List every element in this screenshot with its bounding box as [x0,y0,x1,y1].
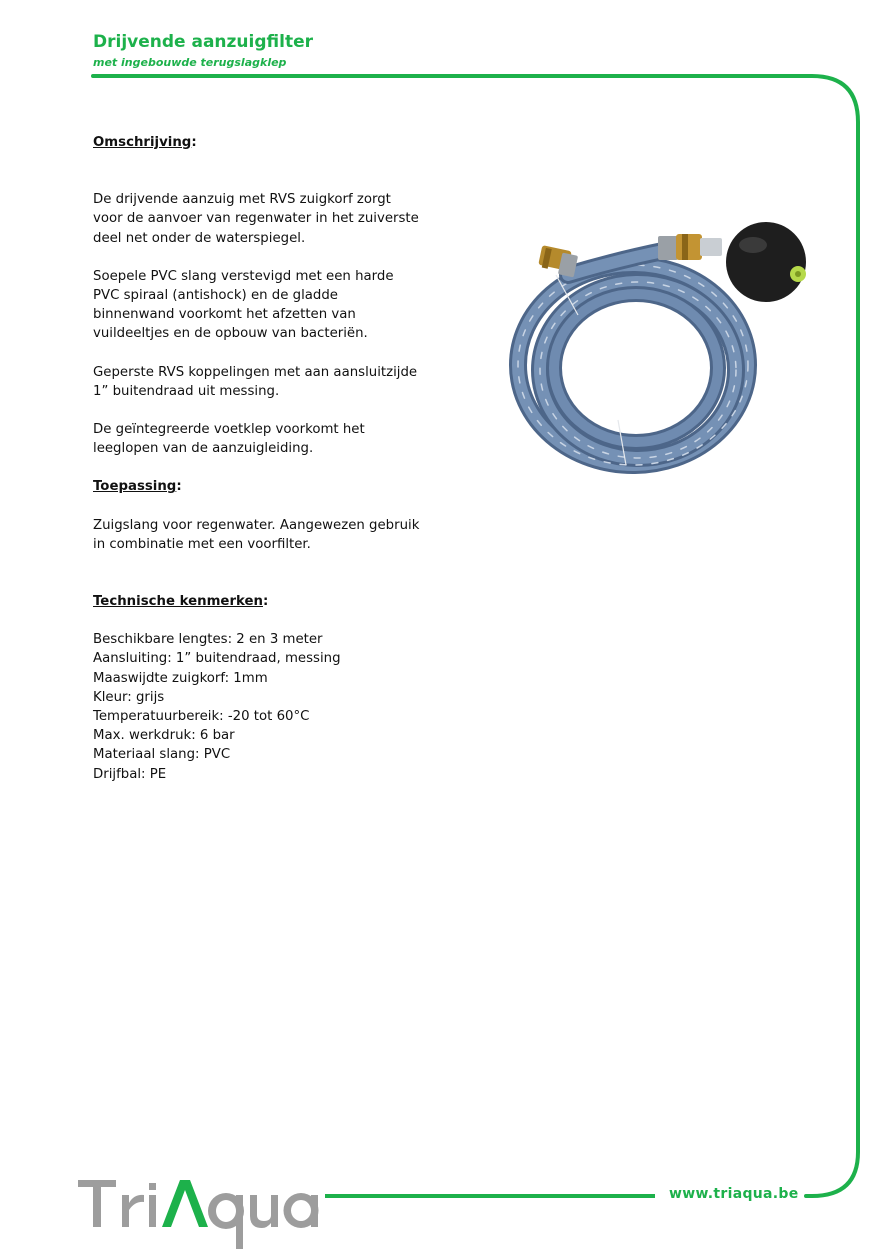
spec-item: Max. werkdruk: 6 bar [93,728,235,744]
spec-item: Temperatuurbereik: -20 tot 60°C [93,709,310,725]
spec-item: Kleur: grijs [93,689,165,705]
application-heading: Toepassing: [93,479,182,495]
document-subtitle: met ingebouwde terugslagklep [93,56,287,69]
description-paragraph-3: Geperste RVS koppelingen met aan aansluitzijde 1” buitendraad uit messing. [93,364,418,399]
spec-item: Materiaal slang: PVC [93,747,231,763]
product-photo [508,220,828,480]
triaqua-logo [78,1173,328,1251]
description-paragraph-2: Soepele PVC slang verstevigd met een harde PVC spiraal (antishock) en de gladde binnenwand voorkomt het afzetten van vuildeeltjes en de opbouw van bacteriën. [93,268,394,342]
spec-item: Drijfbal: PE [93,766,167,782]
specs-heading: Technische kenmerken: [93,594,269,610]
description-paragraph-1: De drijvende aanzuig met RVS zuigkorf zorgt voor de aanvoer van regenwater in het zuiverste deel net onder de waterspiegel. [93,192,419,246]
spec-item: Aansluiting: 1” buitendraad, messing [93,651,341,667]
content-column [93,133,423,784]
description-paragraph-4: De geïntegreerde voetklep voorkomt het leeglopen van de aanzuigleiding. [93,422,365,457]
brass-fitting-left [538,245,578,277]
description-heading: Omschrijving: [93,135,197,150]
spec-item: Maaswijdte zuigkorf: 1mm [93,670,268,686]
spec-item: Beschikbare lengtes: 2 en 3 meter [93,632,323,648]
website-link[interactable]: www.triaqua.be [669,1186,799,1202]
document-title: Drijvende aanzuigfilter [93,32,313,52]
application-paragraph: Zuigslang voor regenwater. Aangewezen gebruik in combinatie met een voorfilter. [93,517,420,552]
brass-fitting-right [658,234,722,260]
float-ball [726,222,806,302]
